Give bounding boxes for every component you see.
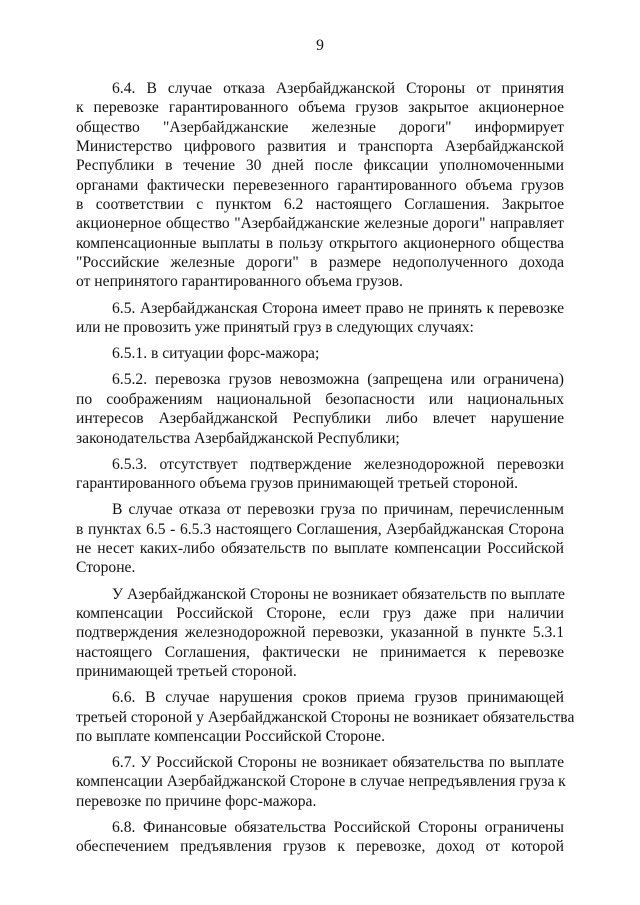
text-line: интересов Азербайджанской Республики либо влечет нарушение	[76, 410, 564, 428]
text-line: третьей стороной у Азербайджанской Стороны не возникает обязательства	[76, 708, 575, 726]
paragraph-gap	[76, 811, 564, 818]
text-line: 6.6. В случае нарушения сроков приема грузов принимающей	[112, 689, 564, 707]
text-line: 6.8. Финансовые обязательства Российской Стороны ограничены	[112, 819, 564, 837]
text-line: законодательства Азербайджанской Республики;	[76, 429, 400, 447]
text-line: по соображениям национальной безопасности или национальных	[76, 390, 564, 408]
text-line: акционерное общество "Азербайджанские железные дороги" направляет	[76, 215, 564, 233]
text-line: Республики в течение 30 дней после фиксации уполномоченными	[76, 157, 564, 175]
text-line: настоящего Соглашения, фактически не принимается к перевозке	[76, 643, 564, 661]
page-number: 9	[316, 37, 324, 54]
paragraph	[76, 344, 564, 363]
paragraph	[76, 79, 564, 292]
paragraph	[76, 753, 564, 811]
paragraph	[76, 370, 564, 447]
text-line: 6.5.2. перевозка грузов невозможна (запрещена или ограничена)	[112, 371, 564, 389]
text-line: перевозке по причине форс-мажора.	[76, 792, 317, 810]
paragraph-gap	[76, 746, 564, 753]
paragraph-gap	[76, 292, 564, 299]
text-line: 6.5. Азербайджанская Сторона имеет право не принять к перевозке	[112, 299, 564, 317]
paragraph	[76, 455, 564, 494]
text-line: У Азербайджанской Стороны не возникает обязательств по выплате	[112, 585, 565, 603]
text-line: в соответствии с пунктом 6.2 настоящего Соглашения. Закрытое	[76, 196, 564, 214]
text-line: в пунктах 6.5 - 6.5.3 настоящего Соглашения, Азербайджанская Сторона	[76, 520, 564, 538]
paragraph	[76, 688, 575, 746]
paragraph-gap	[76, 448, 564, 455]
text-line: к перевозке гарантированного объема грузов закрытое акционерное	[76, 99, 564, 117]
text-line: гарантированного объема грузов принимающей третьей стороной.	[76, 475, 519, 493]
paragraph	[76, 500, 564, 577]
text-line: Министерство цифрового развития и транспорта Азербайджанской	[76, 138, 564, 156]
document-body	[76, 79, 575, 857]
text-line: от непринятого гарантированного объема грузов.	[76, 273, 403, 291]
text-line: принимающей третьей стороной.	[76, 662, 297, 680]
text-line: подтверждения железнодорожной перевозки, указанной в пункте 5.3.1	[76, 624, 564, 642]
text-line: не несет каких-либо обязательств по выплате компенсации Российской	[76, 540, 564, 558]
paragraph	[76, 818, 564, 857]
text-line: компенсации Российской Стороне, если груз даже при наличии	[76, 604, 564, 622]
text-line: В случае отказа от перевозки груза по причинам, перечисленным	[112, 501, 564, 519]
text-line: Стороне.	[76, 559, 136, 577]
text-line: 6.5.3. отсутствует подтверждение железнодорожной перевозки	[112, 455, 564, 473]
text-line: обеспечением предъявления грузов к перевозке, доход от которой	[76, 838, 564, 856]
text-line: компенсационные выплаты в пользу открытого акционерного общества	[76, 234, 564, 252]
text-line: 6.7. У Российской Стороны не возникает обязательства по выплате	[112, 754, 564, 772]
text-line: органами фактически перевезенного гарантированного объема грузов	[76, 176, 564, 194]
text-line: 6.4. В случае отказа Азербайджанской Стороны от принятия	[112, 80, 564, 97]
paragraph-gap	[76, 364, 564, 371]
paragraph	[76, 585, 564, 682]
paragraph-gap	[76, 337, 564, 344]
text-line: 6.5.1. в ситуации форс-мажора;	[112, 345, 320, 363]
text-line: по выплате компенсации Российской Стороне.	[76, 727, 385, 745]
paragraph-gap	[76, 578, 564, 585]
paragraph	[76, 299, 564, 338]
text-line: или не провозить уже принятый груз в следующих случаях:	[76, 319, 474, 337]
text-line: "Российские железные дороги" в размере недополученного дохода	[76, 254, 564, 272]
text-line: общество "Азербайджанские железные дороги" информирует	[76, 118, 564, 136]
paragraph-gap	[76, 493, 564, 500]
text-line: компенсации Азербайджанской Стороне в случае непредъявления груза к	[76, 773, 566, 791]
paragraph-gap	[76, 681, 564, 688]
